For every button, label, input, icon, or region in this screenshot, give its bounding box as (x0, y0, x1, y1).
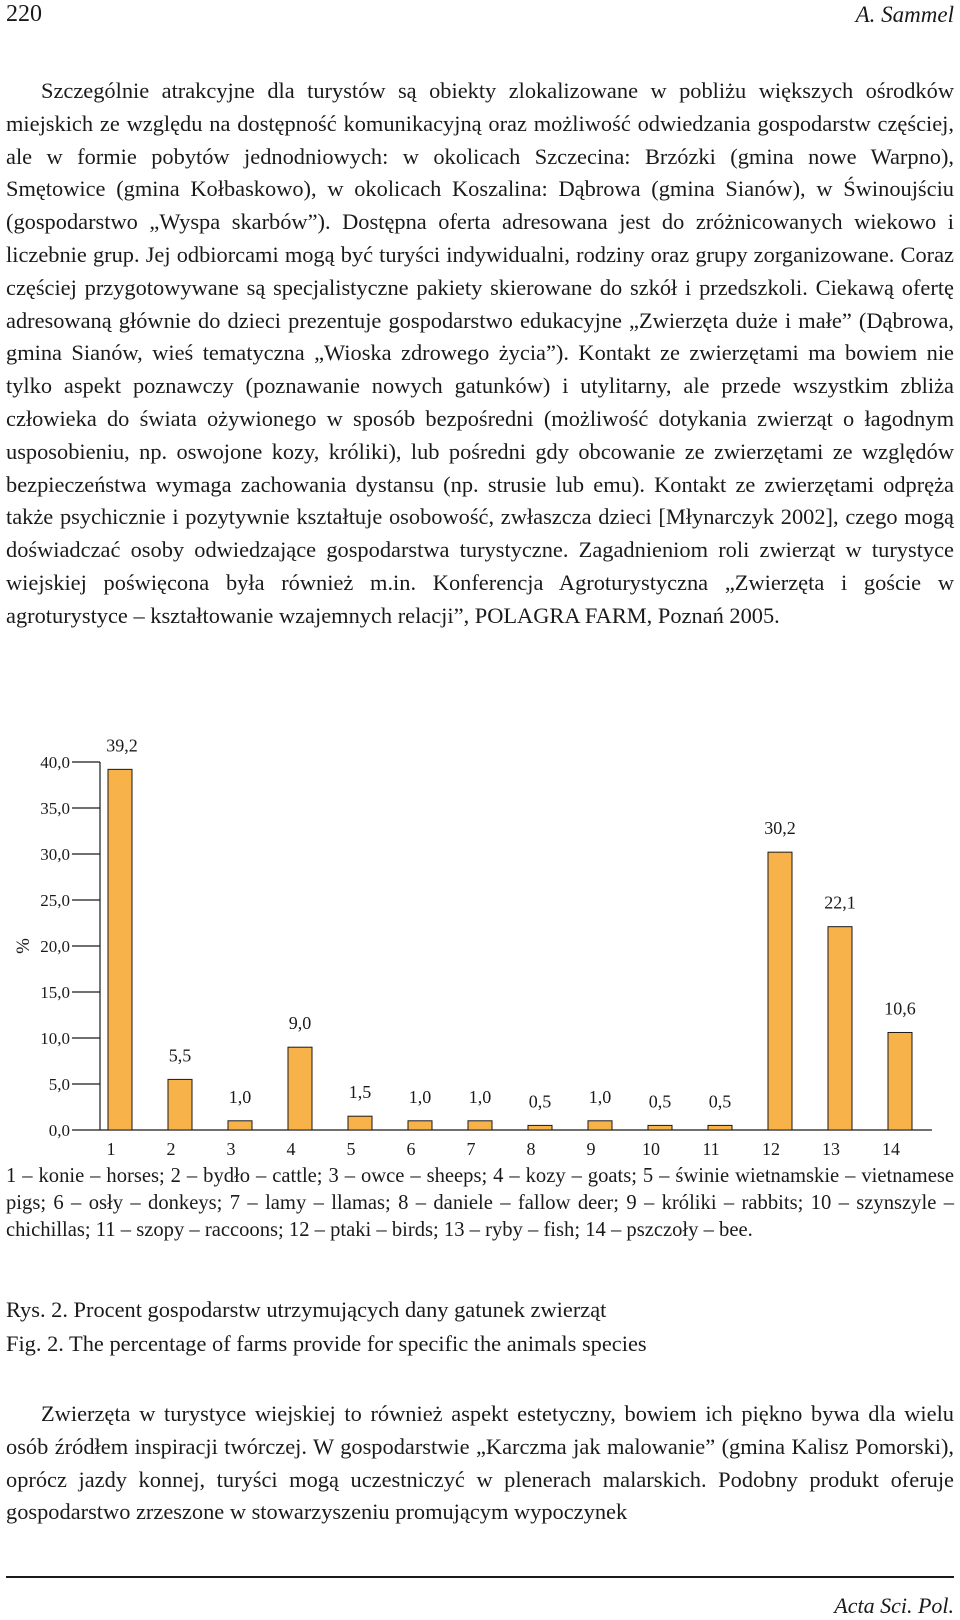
bar-11 (708, 1125, 732, 1130)
bar-7 (468, 1121, 492, 1130)
body-paragraph-2: Zwierzęta w turystyce wiejskiej to również aspekt estetyczny, bowiem ich piękno bywa dla wielu osób źródłem inspiracji twórczej. W gospodarstwie „Karczma jak malowanie” (gmina Kalisz Pomorski), oprócz jazdy konnej, turyści mogą uczestniczyć w plenerach malarskich. Podobny produkt oferuje gospodarstwo zrzeszone w stowarzyszeniu promującym wypoczynek (6, 1401, 954, 1525)
bar-value-label: 10,6 (884, 998, 916, 1019)
bar-chart (0, 735, 960, 1160)
bar-4 (288, 1047, 312, 1130)
y-tick-label: 15,0 (40, 983, 70, 1002)
bar-9 (588, 1121, 612, 1130)
journal-name: Acta Sci. Pol. (834, 1593, 954, 1618)
bar-13 (828, 927, 852, 1130)
figure-caption-english: Fig. 2. The percentage of farms provide for specific the animals species (6, 1331, 647, 1356)
x-category-label: 3 (226, 1139, 236, 1159)
bar-value-label: 5,5 (168, 1045, 192, 1066)
x-category-label: 1 (106, 1139, 116, 1159)
bar-value-label: 1,0 (468, 1086, 492, 1107)
bar-value-label: 1,5 (348, 1082, 372, 1103)
y-tick-label: 10,0 (40, 1029, 70, 1048)
bar-value-label: 30,2 (764, 818, 796, 839)
bar-5 (348, 1116, 372, 1130)
body-paragraph-1: Szczególnie atrakcyjne dla turystów są obiekty zlokalizowane w pobliżu większych ośrodków miejskich ze względu na dostępność komunikacyjną oraz możliwość odwiedzania gospodarstw częściej, ale w formie pobytów jednodniowych: w okolicach Szczecina: Brzózki (gmina nowe Warpno), Smętowice (gmina Kołbaskowo), w okolicach Koszalina: Dąbrowa (gmina Sianów), w Świnoujściu (gospodarstwo „Wyspa skarbów”). Dostępna oferta adresowana jest do zróżnicowanych wiekowo i liczebnie grup. Jej odbiorcami mogą być turyści indywidualni, rodziny oraz grupy zorganizowane. Coraz częściej przygotowywane są specjalistyczne pakiety skierowane do szkół i przedszkoli. Ciekawą ofertę adresowaną głównie do dzieci prezentuje gospodarstwo edukacyjne „Zwierzęta duże i małe” (Dąbrowa, gmina Sianów, wieś tematyczna „Wioska zdrowego życia”). Kontakt ze zwierzętami ma bowiem nie tylko aspekt poznawczy (poznawanie nowych gatunków) i utylitarny, ale przede wszystkim zbliża człowieka do świata ożywionego w sposób bezpośredni (możliwość dotykania zwierząt o łagodnym usposobieniu, np. oswojone kozy, króliki), lub pośredni gdy obcowanie ze zwierzętami ze względów bezpieczeństwa wymaga zachowania dystansu (np. strusie lub emu). Kontakt ze zwierzętami odpręża także psychicznie i pozytywnie kształtuje osobowość, zwłaszcza dzieci [Młynarczyk 2002], czego mogą doświadczać osoby odwiedzające gospodarstwa turystyczne. Zagadnieniom roli zwierząt w turystyce wiejskiej poświęcona była również m.in. Konferencja Agroturystyczna „Zwierzęta i goście w agroturystyce – kształtowanie wzajemnych relacji”, POLAGRA FARM, Poznań 2005. (6, 78, 954, 628)
bar-value-label: 1,0 (588, 1086, 612, 1107)
footer-rule (6, 1576, 954, 1578)
x-category-label: 9 (586, 1139, 596, 1159)
y-tick-label: 0,0 (48, 1121, 70, 1140)
bar-10 (648, 1125, 672, 1130)
x-category-label: 7 (466, 1139, 476, 1159)
bar-14 (888, 1032, 912, 1130)
y-tick-label: 35,0 (40, 799, 70, 818)
bar-value-label: 39,2 (106, 735, 138, 756)
bar-value-label: 1,0 (408, 1086, 432, 1107)
running-head-author: A. Sammel (855, 2, 954, 27)
figure-legend: 1 – konie – horses; 2 – bydło – cattle; 3 – owce – sheeps; 4 – kozy – goats; 5 – świnie wietnamskie – vietnamese pigs; 6 – osły – donkeys; 7 – lamy – llamas; 8 – daniele – fallow deer; 9 – króliki – rabbits; 10 – szynszyle – chichillas; 11 – szopy – raccoons; 12 – ptaki – birds; 13 – ryby – fish; 14 – pszczoły – bee. (6, 1165, 954, 1241)
x-category-label: 2 (166, 1139, 176, 1159)
x-category-label: 14 (882, 1139, 900, 1159)
y-tick-label: 25,0 (40, 891, 70, 910)
bar-2 (168, 1079, 192, 1130)
x-category-label: 5 (346, 1139, 356, 1159)
bar-3 (228, 1121, 252, 1130)
bar-12 (768, 852, 792, 1130)
y-tick-label: 5,0 (48, 1075, 70, 1094)
x-category-label: 4 (286, 1139, 296, 1159)
x-category-label: 8 (526, 1139, 536, 1159)
bar-value-label: 0,5 (708, 1091, 732, 1112)
bar-1 (108, 769, 132, 1130)
page-number: 220 (6, 1, 42, 27)
bar-value-label: 1,0 (228, 1086, 252, 1107)
x-category-label: 6 (406, 1139, 416, 1159)
x-category-label: 11 (702, 1139, 720, 1159)
y-tick-label: 40,0 (40, 753, 70, 772)
bar-value-label: 22,1 (824, 892, 856, 913)
y-tick-label: 20,0 (40, 937, 70, 956)
figure-caption-polish: Rys. 2. Procent gospodarstw utrzymujących dany gatunek zwierząt (6, 1297, 607, 1322)
bar-value-label: 9,0 (288, 1013, 312, 1034)
bar-6 (408, 1121, 432, 1130)
y-tick-label: 30,0 (40, 845, 70, 864)
x-category-label: 10 (642, 1139, 660, 1159)
y-axis-title: % (13, 938, 34, 954)
bar-8 (528, 1125, 552, 1130)
x-category-label: 13 (822, 1139, 840, 1159)
bar-value-label: 0,5 (528, 1091, 552, 1112)
bar-value-label: 0,5 (648, 1091, 672, 1112)
x-category-label: 12 (762, 1139, 780, 1159)
